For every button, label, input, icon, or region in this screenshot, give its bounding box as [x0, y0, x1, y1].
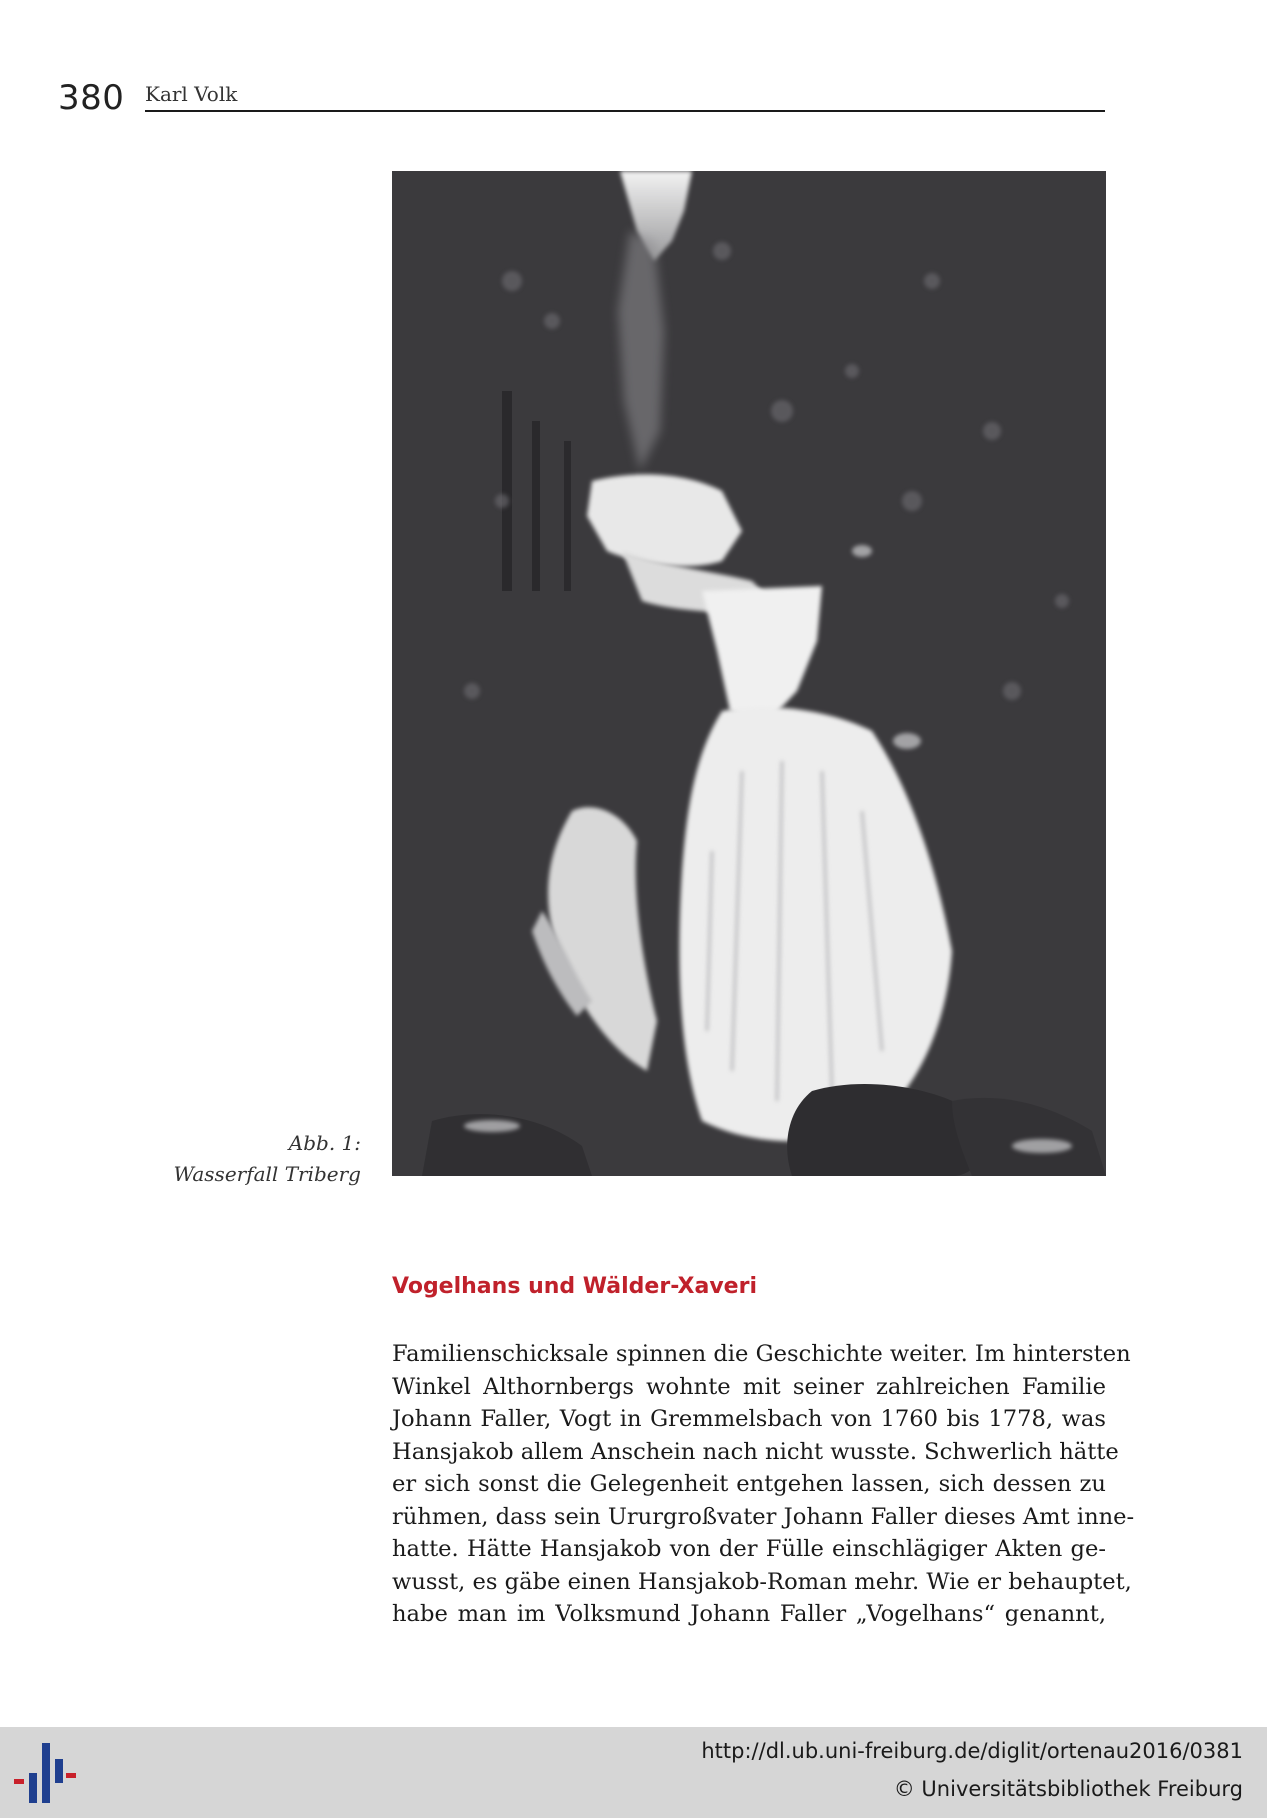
footer-bar: [0, 1727, 1267, 1818]
text-line: Hansjakob allem Anschein nach nicht wusste. Schwerlich hätte: [392, 1438, 1119, 1465]
text-line: Winkel Althornbergs wohnte mit seiner zahlreichen Familie: [392, 1373, 1106, 1400]
waterfall-image: [392, 171, 1106, 1176]
text-line: er sich sonst die Gelegenheit entgehen lassen, sich dessen zu: [392, 1471, 1106, 1497]
caption-title: Wasserfall Triberg: [173, 1162, 361, 1186]
copyright-notice: © Universitätsbibliothek Freiburg: [893, 1777, 1243, 1801]
section-heading: Vogelhans und Wälder-Xaveri: [392, 1274, 757, 1299]
page-number: 380: [58, 78, 125, 118]
header-rule: [145, 110, 1105, 112]
caption-label: Abb. 1:: [288, 1131, 361, 1155]
source-url[interactable]: http://dl.ub.uni-freiburg.de/diglit/ortenau2016/0381: [701, 1739, 1243, 1763]
text-line: hatte. Hätte Hansjakob von der Fülle einschlägiger Akten ge-: [392, 1536, 1106, 1562]
text-line: Johann Faller, Vogt in Gremmelsbach von 1760 bis 1778, was: [392, 1406, 1106, 1432]
library-logo-icon: [14, 1743, 76, 1805]
waterfall-photo: [392, 171, 1106, 1176]
body-paragraph: [392, 1338, 1135, 1631]
text-line: rühmen, dass sein Ururgroßvater Johann Faller dieses Amt inne-: [392, 1503, 1135, 1530]
text-line: habe man im Volksmund Johann Faller „Vogelhans“ genannt,: [392, 1601, 1106, 1627]
text-line: wusst, es gäbe einen Hansjakob-Roman mehr. Wie er behauptet,: [392, 1568, 1132, 1595]
text-line: Familienschicksale spinnen die Geschichte weiter. Im hintersten: [392, 1341, 1131, 1367]
figure-caption: [174, 1128, 361, 1190]
running-head: Karl Volk: [145, 82, 238, 106]
